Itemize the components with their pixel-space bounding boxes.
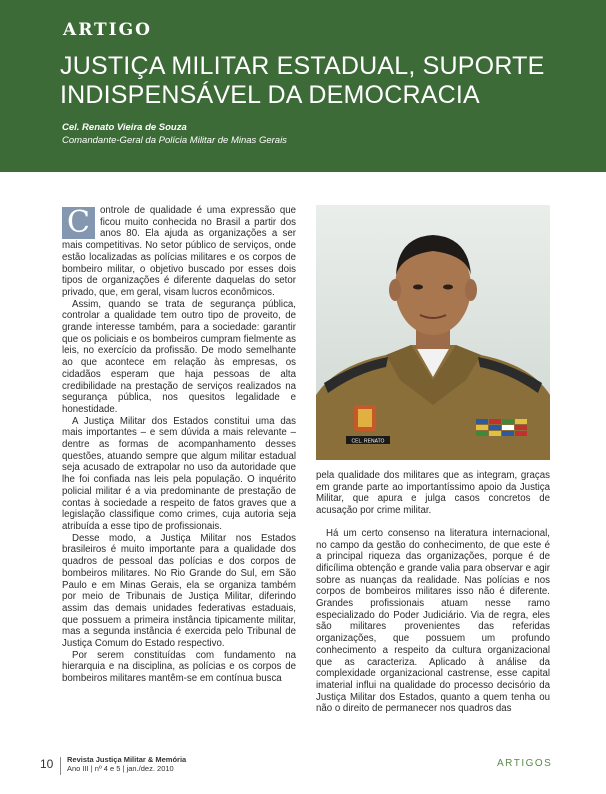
article-header — [0, 0, 606, 172]
paragraph-2: Assim, quando se trata de segurança pública, controlar a qualidade tem outro tipo de proveito, de grande interesse também, para a sociedade: garantir que os policiais e os bombeiros cumpram fielmente as leis, no exercício da profissão. De modo semelhante ao que acontece em relação às empresas, os cidadãos esperam que haja pessoas de alta credibilidade na prestação de serviços realizados na segurança pública, nos quesitos legalidade e honestidade. — [62, 298, 296, 415]
paragraph-1-text: ontrole de qualidade é uma expressão que ficou muito conhecida no Brasil a partir dos anos 80. Ela ajuda as organizações a ser mais competitivas. No setor público de serviços, onde estão localizadas as polícias militares e os corpos de bombeiro militar, o objetivo buscado por esses dois tipos de organizações é diferente daquelas do setor privado, que, em geral, visam lucros econômicos. — [62, 205, 296, 298]
paragraph-7: Há um certo consenso na literatura internacional, no campo da gestão do conhecimento, de que este é a principal riqueza das organizações, porque é de dificílima obtenção e grande valia para observar e agir sobre as nuanças da realidade. Nas polícias e nos corpos de bombeiros militares isso não é diferente. Grandes profissionais atuam nesse ramo especializado do Poder Judiciário. Via de regra, eles são militares provenientes das referidas organizações, que possuem um profundo conhecimento a respeito da cultura organizacional que as caracteriza. Aplicado à análise da complexidade organizacional castrense, esse capital imaterial influi na qualidade do processo decisório da Justiça Militar dos Estados, quanto a quem tenha ou não o direito de permanecer nos quadros das — [316, 527, 550, 715]
title-line-1: JUSTIÇA MILITAR ESTADUAL, SUPORTE — [60, 52, 545, 80]
paragraph-6: pela qualidade dos militares que as integram, graças em grande parte ao importantíssimo apoio da Justiça Militar, que apura e julga casos concretos de acusação por crime militar. — [316, 470, 550, 517]
paragraph-5: Por serem constituídas com fundamento na hierarquia e na disciplina, as polícias e os corpos de bombeiros militares mantêm-se em contínua busca — [62, 649, 296, 685]
author-block — [62, 121, 287, 147]
article-title — [60, 52, 580, 110]
text-column-left — [62, 205, 296, 685]
paragraph-3: A Justiça Militar dos Estados constitui uma das mais importantes – e sem dúvida a mais relevante – dentre as formas de acompanhamento desses questões, atuando sempre que algum militar estadual seja acusado de extrapolar no uso da autoridade que lhe foi confiada nas leis pela população. O inquérito policial militar é a via predominante de prestação de contas à sociedade a respeito de fatos graves que a legislação classifique como crimes, cuja autoria seja atribuída a esse tipo de profissionais. — [62, 415, 296, 532]
author-portrait-illustration — [316, 205, 550, 460]
text-column-right — [316, 470, 550, 715]
title-line-2: INDISPENSÁVEL DA DEMOCRACIA — [60, 81, 480, 109]
author-name: Cel. Renato Vieira de Souza — [62, 122, 187, 133]
name-tag-text: CEL. RENATO — [351, 438, 385, 445]
paragraph-1 — [62, 205, 296, 299]
footer-journal-info — [67, 755, 186, 773]
author-photo — [316, 205, 550, 460]
paragraph-4: Desse modo, a Justiça Militar nos Estados brasileiros é muito importante para a qualidade dos quadros de pessoal das polícias e dos corpos de bombeiros militares. No Rio Grande do Sul, em São Paulo e em Minas Gerais, ela se organiza também por meio de Tribunais de Justiça Militar, diferindo assim das demais unidades federativas estaduais, que possuem a primeira instância tipicamente militar, mas a segunda instância é exercida pelo Tribunal de Justiça Comum do Estado respectivo. — [62, 532, 296, 650]
footer-divider — [60, 757, 61, 775]
page-number: 10 — [40, 757, 54, 771]
journal-issue: Ano III | nº 4 e 5 | jan./dez. 2010 — [67, 764, 174, 773]
author-role: Comandante-Geral da Polícia Militar de Minas Gerais — [62, 135, 287, 146]
drop-cap: C — [62, 207, 95, 239]
footer-section-label: ARTIGOS — [497, 758, 553, 769]
journal-title: Revista Justiça Militar & Memória — [67, 755, 187, 764]
section-label: ARTIGO — [63, 20, 152, 40]
